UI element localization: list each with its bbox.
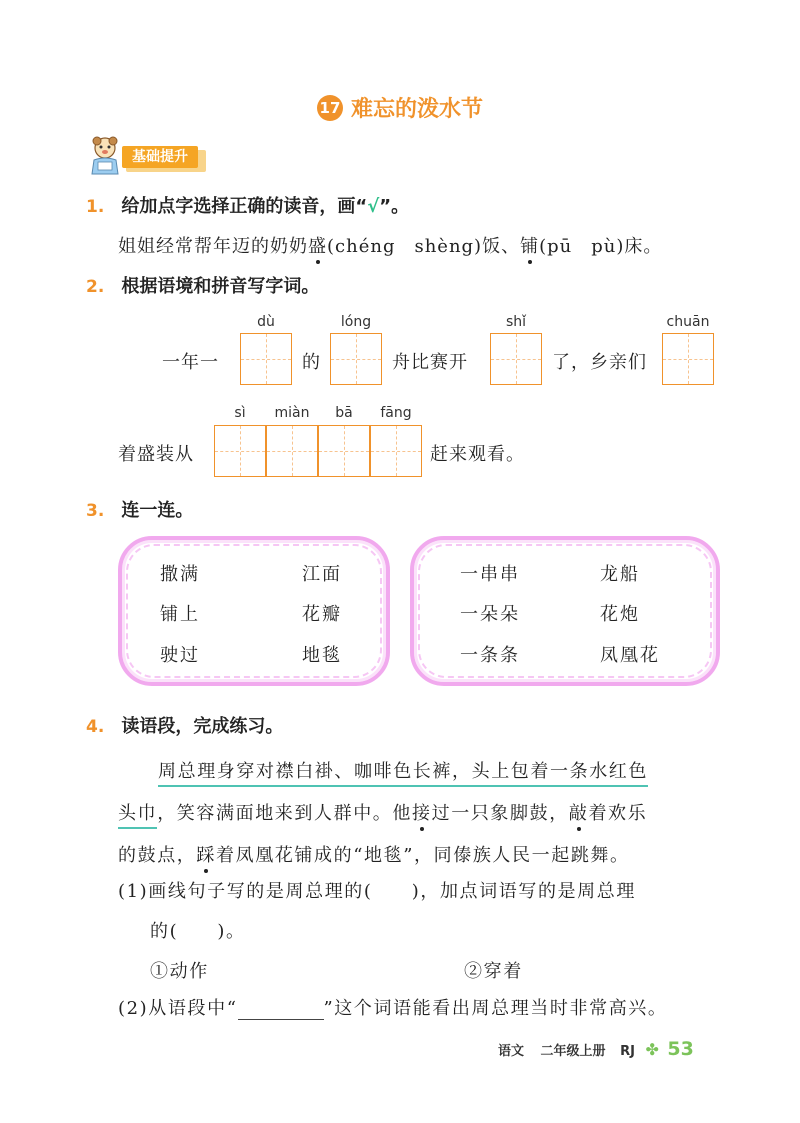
writing-box[interactable] — [330, 333, 382, 385]
option-1[interactable]: ①动作 — [150, 961, 209, 982]
pinyin-label: fāng — [380, 405, 412, 421]
writing-box[interactable] — [240, 333, 292, 385]
sentence-part: (pū pù)床。 — [539, 236, 663, 257]
match-word[interactable]: 江面 — [302, 564, 342, 585]
question-number: 1. — [86, 197, 105, 217]
bear-mascot-icon — [86, 136, 124, 176]
writing-box[interactable] — [318, 425, 370, 477]
writing-box[interactable] — [490, 333, 542, 385]
match-word[interactable]: 铺上 — [160, 604, 200, 625]
fill-text: 的 — [302, 352, 321, 373]
pinyin-label: miàn — [274, 405, 310, 421]
page-footer — [498, 1038, 694, 1060]
writing-box[interactable] — [214, 425, 266, 477]
fill-text: 一年一 — [162, 352, 219, 373]
match-word[interactable]: 地毯 — [302, 645, 342, 666]
fill-text: 舟比赛开 — [392, 352, 468, 373]
paragraph-line-2 — [118, 799, 647, 825]
lesson-number: 17 — [317, 95, 343, 121]
dotted-char: 盛 — [308, 236, 327, 257]
dotted-char: 踩 — [196, 845, 217, 866]
match-word[interactable]: 一串串 — [460, 564, 520, 585]
paragraph-text: 着凤凰花铺成的“地毯”，同傣族人民一起跳舞。 — [216, 845, 630, 866]
question-1-sentence — [118, 232, 662, 258]
question-prompt: 根据语境和拼音写字词。 — [121, 276, 320, 297]
dotted-char: 敲 — [568, 803, 589, 824]
paragraph-line-1 — [158, 757, 648, 783]
sub-question-text: ”这个词语能看出周总理当时非常高兴。 — [323, 998, 668, 1019]
match-word[interactable]: 龙船 — [600, 564, 640, 585]
sub-question-text: (2)从语段中“ — [118, 998, 238, 1019]
paragraph-text: ，笑容满面地来到人群中。他 — [157, 803, 413, 824]
sentence-part: 姐姐经常帮年迈的奶奶 — [118, 236, 308, 257]
writing-box[interactable] — [370, 425, 422, 477]
match-word[interactable]: 一条条 — [460, 645, 520, 666]
footer-grade: 二年级上册 — [540, 1044, 606, 1059]
match-word[interactable]: 花瓣 — [302, 604, 342, 625]
matching-panel-right — [410, 536, 720, 686]
pinyin-label: dù — [257, 314, 275, 330]
match-word[interactable]: 撒满 — [160, 564, 200, 585]
paragraph-text: 着欢乐 — [588, 803, 648, 824]
sub-question-1: (1)画线句子写的是周总理的( )，加点词语写的是周总理 — [118, 881, 636, 902]
question-prompt: 连一连。 — [121, 500, 194, 521]
sub-question-2 — [118, 994, 668, 1020]
answer-blank[interactable] — [238, 1002, 324, 1020]
page-number: 53 — [667, 1038, 694, 1060]
question-4-header — [86, 712, 283, 738]
question-number: 4. — [86, 717, 105, 737]
underlined-sentence: 头巾 — [118, 803, 157, 829]
paragraph-line-3 — [118, 841, 630, 867]
prompt-part: ”。 — [379, 196, 410, 217]
question-2-header — [86, 272, 319, 298]
footer-edition: RJ — [620, 1044, 635, 1059]
pinyin-label: shǐ — [505, 314, 527, 330]
fill-text: 了，乡亲们 — [552, 352, 647, 373]
match-word[interactable]: 花炮 — [600, 604, 640, 625]
match-word[interactable]: 驶过 — [160, 645, 200, 666]
paragraph-text: 过一只象脚鼓， — [431, 803, 569, 824]
paragraph-text: 的鼓点， — [118, 845, 197, 866]
matching-panel-left — [118, 536, 390, 686]
fill-text: 赶来观看。 — [430, 444, 525, 465]
sentence-part: (chéng shèng)饭、 — [327, 236, 521, 257]
match-word[interactable]: 凤凰花 — [600, 645, 660, 666]
question-prompt — [121, 196, 409, 217]
pinyin-label: sì — [234, 405, 246, 421]
fill-text: 着盛装从 — [118, 444, 194, 465]
clover-icon: ✤ — [645, 1040, 659, 1059]
option-2[interactable]: ②穿着 — [464, 961, 523, 982]
pinyin-label: bā — [335, 405, 353, 421]
lesson-title-text: 难忘的泼水节 — [350, 97, 483, 122]
sub-question-1-cont: 的( )。 — [150, 921, 246, 942]
footer-subject: 语文 — [498, 1044, 525, 1059]
section-badge-label: 基础提升 — [122, 146, 198, 168]
pinyin-label: lóng — [340, 314, 372, 330]
pinyin-label: chuān — [666, 314, 710, 330]
lesson-title — [0, 92, 800, 123]
dotted-char: 铺 — [520, 236, 540, 257]
writing-box[interactable] — [662, 333, 714, 385]
prompt-part: 给加点字选择正确的读音，画“ — [121, 196, 368, 217]
question-number: 3. — [86, 501, 105, 521]
dotted-char: 接 — [412, 803, 432, 824]
question-prompt: 读语段，完成练习。 — [121, 716, 284, 737]
question-1-header — [86, 192, 409, 218]
match-word[interactable]: 一朵朵 — [460, 604, 520, 625]
underlined-sentence: 周总理身穿对襟白褂、咖啡色长裤，头上包着一条水红色 — [158, 761, 648, 787]
checkmark-icon: √ — [367, 196, 380, 217]
writing-box[interactable] — [266, 425, 318, 477]
question-number: 2. — [86, 277, 105, 297]
question-3-header — [86, 496, 193, 522]
